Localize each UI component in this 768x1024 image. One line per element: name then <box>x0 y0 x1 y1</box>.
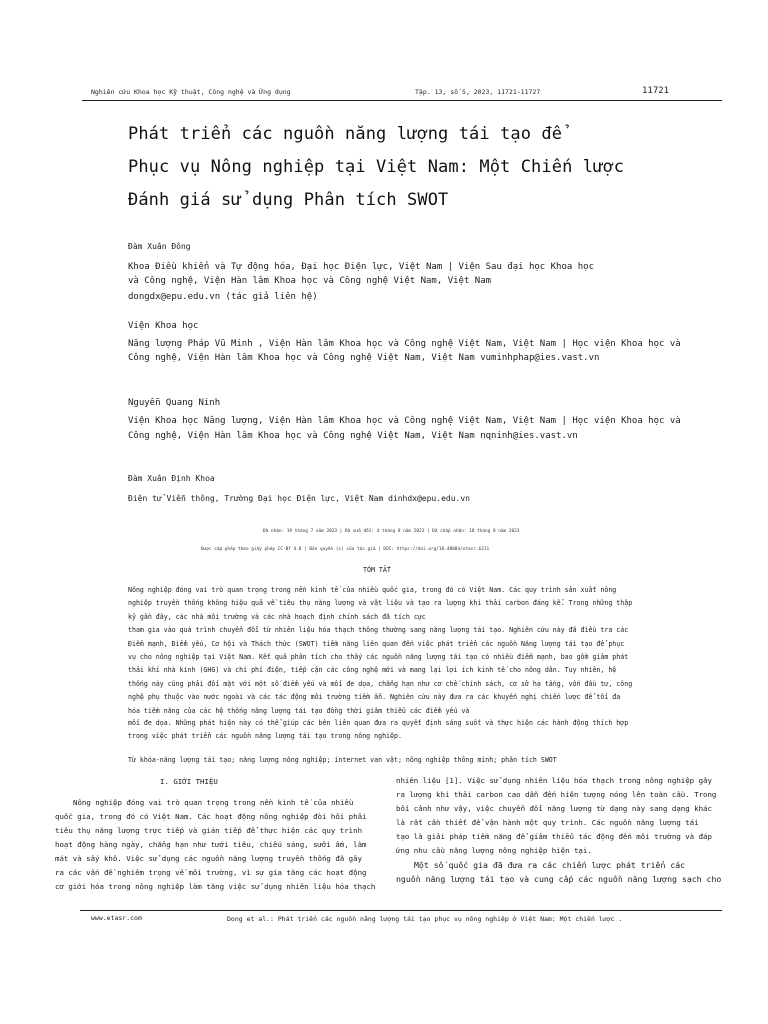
abstract <box>128 584 632 718</box>
abstract-line: nghiệp truyền thống không hiệu quả về tiêu thụ năng lượng và vật liệu và tạo ra lượng khí thải carbon đáng kể. Trong những thập <box>128 599 633 608</box>
intro-left-column <box>55 796 375 894</box>
body-line: là rất cần thiết để vận hành một quy trình. Các nguồn năng lượng tái <box>396 818 699 827</box>
body-line: bối cảnh như vậy, việc chuyển đổi năng lượng từ dạng này sang dạng khác <box>396 804 712 813</box>
abstract-line: thống này cũng phải đối mặt với một số điểm yếu và mối đe dọa, chẳng hạn như cơ chế chính sách, cơ sở hạ tầng, vốn đầu tư, công <box>128 679 633 688</box>
journal-name: Nghiên cứu Khoa học Kỹ thuật, Công nghệ và Ứng dụng <box>91 88 291 96</box>
intro-right-paragraph-2 <box>396 858 721 886</box>
page-number: 11721 <box>642 86 670 96</box>
author-affiliation: và Công nghệ, Viện Hàn lâm Khoa học và Công nghệ Việt Nam, Việt Nam <box>128 276 492 286</box>
title-line-3: Đánh giá sử dụng Phân tích SWOT <box>128 190 449 210</box>
author-affiliation: Điện tử Viễn thông, Trường Đại học Điện lực, Việt Nam dinhdx@epu.edu.vn <box>128 494 470 503</box>
body-line: ứng nhu cầu năng lượng nông nghiệp hiện tại. <box>396 846 592 855</box>
body-line: Một số quốc gia đã đưa ra các chiến lược phát triển các <box>414 860 686 870</box>
footer-citation: Dong et al.: Phát triển các nguồn năng lượng tái tạo phục vụ nông nghiệp ở Việt Nam: Một chiến lược . <box>227 915 623 923</box>
body-line: cơ giới hóa trong nông nghiệp làm tăng việc sử dụng nhiên liệu hóa thạch <box>55 882 376 891</box>
author-name: Nguyễn Quang Ninh <box>128 398 221 408</box>
author-name: Đàm Xuân Đông <box>128 242 191 251</box>
body-line: mát và sấy khô. Việc sử dụng các nguồn năng lượng truyền thống đã gây <box>55 854 363 863</box>
license-doi: Được cấp phép theo giấy phép CC-BY 4.0 | Bản quyền (c) của tác giả | DOI: https://doi.org/10.48084/etasr.6211 <box>201 547 490 552</box>
body-line: hoạt động hàng ngày, chẳng hạn như tưới tiêu, chiếu sáng, sưởi ấm, làm <box>55 840 367 849</box>
body-line: ra các vấn đề nghiêm trọng về môi trường, vì sự gia tăng các hoạt động <box>55 868 367 877</box>
volume-info: Tập. 13, số 5, 2023, 11721-11727 <box>415 88 541 96</box>
footer-site[interactable]: www.etasr.com <box>91 914 142 922</box>
keywords: Từ khóa-năng lượng tái tạo; năng lượng nông nghiệp; internet van vật; nông nghiệp thông minh; phân tích SWOT <box>128 756 557 764</box>
body-line: quốc gia, trong đó có Việt Nam. Các hoạt động nông nghiệp đòi hỏi phải <box>55 812 367 821</box>
abstract-continuation <box>128 717 628 744</box>
author-affiliation: Viện Khoa học Năng lượng, Viện Hàn lâm Khoa học và Công nghệ Việt Nam, Việt Nam | Học viện Khoa học và <box>128 416 681 426</box>
abstract-line: trong việc phát triển các nguồn năng lượng tái tạo trong nông nghiệp. <box>128 732 402 741</box>
article-dates: Đã nhận: 19 tháng 7 năm 2023 | Đã sửa đổi: 4 tháng 8 năm 2023 | Đã chấp nhận: 18 tháng 8 năm 2023 <box>263 529 520 534</box>
author-affiliation: Công nghệ, Viện Hàn lâm Khoa học và Công nghệ Việt Nam, Việt Nam vuminhphap@ies.vast.vn <box>128 353 600 363</box>
section-heading: I. GIỚI THIỆU <box>160 777 218 786</box>
title-line-2: Phục vụ Nông nghiệp tại Việt Nam: Một Chiến lược <box>128 157 625 177</box>
body-line: nguồn năng lượng tái tạo và cung cấp các nguồn năng lượng sạch cho <box>396 874 722 884</box>
abstract-line: Nông nghiệp đóng vai trò quan trọng trong nền kinh tế của nhiều quốc gia, trong đó có Việt Nam. Các quy trình sản xuất nông <box>128 586 617 594</box>
author-affiliation: Năng lượng Pháp Vũ Minh , Viện Hàn lâm Khoa học và Công nghệ Việt Nam, Việt Nam | Học viện Khoa học và <box>128 339 681 349</box>
abstract-line: Điểm mạnh, Điểm yếu, Cơ hội và Thách thức (SWOT) tiềm năng liên quan đến việc phát triển các nguồn Năng lượng tái tạo để phục <box>128 639 625 648</box>
author-affiliation: Khoa Điều khiển và Tự động hóa, Đại học Điện lực, Việt Nam | Viện Sau đại học Khoa học <box>128 262 594 272</box>
title-line-1: Phát triển các nguồn năng lượng tái tạo để <box>128 124 563 144</box>
abstract-line: kỷ gần đây, các nhà môi trường và các nhà hoạch định chính sách đã tích cực <box>128 612 426 621</box>
body-line: nhiên liệu [1]. Việc sử dụng nhiên liệu hóa thạch trong nông nghiệp gây <box>396 776 712 785</box>
header-rule <box>82 100 722 101</box>
abstract-line: vụ cho nông nghiệp tại Việt Nam. Kết quả phân tích cho thấy các nguồn năng lượng tái tạo có nhiều điểm mạnh, bao gồm giảm phát <box>128 653 629 662</box>
abstract-line: thải khí nhà kính (GHG) và chi phí điện, tiếp cận các công nghệ mới và mang lại lợi ích kinh tế cho nông dân. Tuy nhiên, hệ <box>128 666 617 675</box>
abstract-line: hóa tiềm năng của các hệ thống năng lượng tái tạo đồng thời giảm thiểu các điểm yếu và <box>128 706 470 715</box>
abstract-line: nghệ phụ thuộc vào nước ngoài và các tác động môi trường tiềm ẩn. Nghiên cứu này đưa ra các khuyến nghị chiến lược để tối đa <box>128 693 621 702</box>
author-email[interactable]: dongdx@epu.edu.vn (tác giả liên hệ) <box>128 292 318 302</box>
author-name: Viện Khoa học <box>128 321 199 331</box>
body-line: Nông nghiệp đóng vai trò quan trọng trong nền kinh tế của nhiều <box>73 798 354 807</box>
abstract-line: mối đe dọa. Những phát hiện này có thể giúp các bên liên quan đưa ra quyết định sáng suốt và thực hiện các hành động thích hợp <box>128 719 629 727</box>
footer-rule <box>80 910 722 911</box>
abstract-heading: TÓM TẮT <box>363 566 391 574</box>
body-line: tạo là giải pháp tiềm năng để giảm thiểu tác động đến môi trường và đáp <box>396 832 712 841</box>
abstract-line: tham gia vào quá trình chuyển đổi từ nhiên liệu hóa thạch thông thường sang năng lượng tái tạo. Nghiên cứu này đã điều tra các <box>128 626 629 635</box>
body-line: ra lượng khí thải carbon cao dẫn đến hiện tượng nóng lên toàn cầu. Trong <box>396 790 717 799</box>
author-affiliation: Công nghệ, Viện Hàn lâm Khoa học và Công nghệ Việt Nam, Việt Nam nqninh@ies.vast.vn <box>128 431 578 441</box>
author-name: Đàm Xuân Định Khoa <box>128 474 215 483</box>
intro-right-column <box>396 774 716 858</box>
body-line: tiêu thụ năng lượng trực tiếp và gián tiếp để thực hiện các quy trình <box>55 826 363 835</box>
